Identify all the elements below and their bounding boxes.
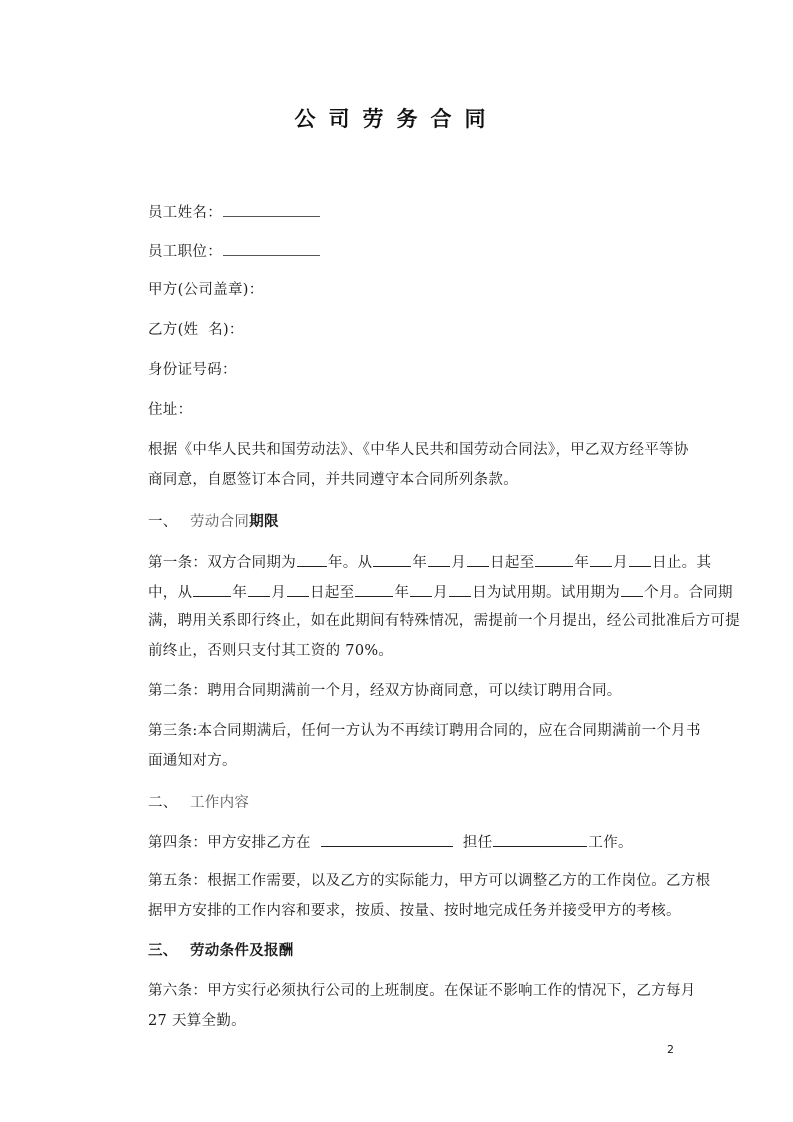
- blank-line: [535, 551, 573, 567]
- field-address: [148, 400, 192, 420]
- blank-line: [449, 581, 471, 597]
- article-text: 月: [271, 585, 287, 601]
- article-text: 个月。合同期: [644, 585, 733, 601]
- blank-line: [297, 551, 327, 567]
- page-number: 2: [667, 1043, 674, 1056]
- article-text: 工作。: [588, 835, 633, 851]
- field-label: 住址：: [148, 402, 193, 418]
- article-text: 日止。其: [652, 555, 712, 571]
- article-text: 日起至: [490, 555, 535, 571]
- document-title: 公司劳务合同: [294, 107, 499, 131]
- blank-line: [373, 551, 411, 567]
- article-1-line: 满，聘用关系即行终止，如在此期间有特殊情况，需提前一个月提出，经公司批准后方可提: [148, 613, 740, 629]
- article-text: 第四条：甲方安排乙方在: [148, 835, 311, 851]
- blank-line: [223, 201, 320, 217]
- field-employee-position: [148, 240, 321, 262]
- article-text: 日为试用期。试用期为: [472, 585, 621, 601]
- article-1-line: [148, 581, 733, 603]
- article-text: 第一条：双方合同期为: [148, 555, 296, 571]
- article-2-line: 第二条：聘用合同期满前一个月，经双方协商同意，可以续订聘用合同。: [148, 683, 622, 699]
- article-text: 月: [433, 585, 449, 601]
- article-text: 月: [451, 555, 467, 571]
- blank-line: [590, 551, 612, 567]
- section-title-bold: 期限: [249, 513, 279, 530]
- blank-line: [321, 831, 453, 847]
- section-title-light: 工作内容: [190, 795, 250, 811]
- field-party-a: [148, 280, 264, 300]
- article-1-line: [148, 551, 711, 573]
- article-1-line: 前终止，否则只支付其工资的 70%。: [148, 643, 394, 659]
- article-text: 中，从: [148, 585, 193, 601]
- article-text: 年: [412, 555, 428, 571]
- section-heading-1: [148, 512, 279, 532]
- article-text: 担任: [462, 835, 493, 851]
- article-6-line: 27 天算全勤。: [148, 1013, 246, 1029]
- field-label: 甲方(公司盖章)：: [148, 282, 264, 298]
- field-label: 员工姓名：: [148, 205, 222, 221]
- section-number: 一、: [148, 514, 178, 530]
- blank-line: [467, 551, 489, 567]
- blank-line: [223, 240, 320, 256]
- blank-line: [248, 581, 270, 597]
- blank-line: [355, 581, 393, 597]
- article-6-line: 第六条：甲方实行必须执行公司的上班制度。在保证不影响工作的情况下，乙方每月: [148, 983, 696, 999]
- intro-paragraph-line: 根据《中华人民共和国劳动法》、《中华人民共和国劳动合同法》，甲乙双方经平等协: [148, 442, 689, 458]
- field-label: 员工职位：: [148, 244, 222, 260]
- article-text: 月: [613, 555, 629, 571]
- field-id-number: [148, 360, 237, 380]
- article-text: 年: [394, 585, 410, 601]
- article-3-line: 面通知对方。: [148, 753, 237, 769]
- article-5-line: 据甲方安排的工作内容和要求，按质、按量、按时地完成任务并接受甲方的考核。: [148, 903, 681, 919]
- blank-line: [428, 551, 450, 567]
- article-text: 年: [232, 585, 248, 601]
- field-label: 乙方(姓 名)：: [148, 322, 244, 338]
- blank-line: [493, 831, 587, 847]
- blank-line: [410, 581, 432, 597]
- blank-line: [287, 581, 309, 597]
- field-party-b: [148, 320, 244, 340]
- field-employee-name: [148, 201, 321, 223]
- blank-line: [193, 581, 231, 597]
- section-number: 二、: [148, 795, 178, 811]
- article-text: 年。从: [328, 555, 373, 571]
- section-title-light: 劳动合同: [190, 514, 250, 530]
- blank-line: [621, 581, 643, 597]
- article-4-line: [148, 831, 633, 853]
- field-label: 身份证号码：: [148, 362, 237, 378]
- article-5-line: 第五条：根据工作需要，以及乙方的实际能力，甲方可以调整乙方的工作岗位。乙方根: [148, 873, 711, 889]
- article-text: 年: [574, 555, 590, 571]
- section-title-bold: 劳动条件及报酬: [190, 942, 294, 959]
- blank-line: [629, 551, 651, 567]
- section-number: 三、: [148, 942, 178, 959]
- section-heading-3: [148, 941, 294, 961]
- section-heading-2: [148, 793, 249, 813]
- intro-paragraph-line: 商同意，自愿签订本合同，并共同遵守本合同所列条款。: [148, 472, 518, 488]
- article-text: 日起至: [310, 585, 355, 601]
- article-3-line: 第三条:本合同期满后，任何一方认为不再续订聘用合同的，应在合同期满前一个月书: [148, 723, 701, 739]
